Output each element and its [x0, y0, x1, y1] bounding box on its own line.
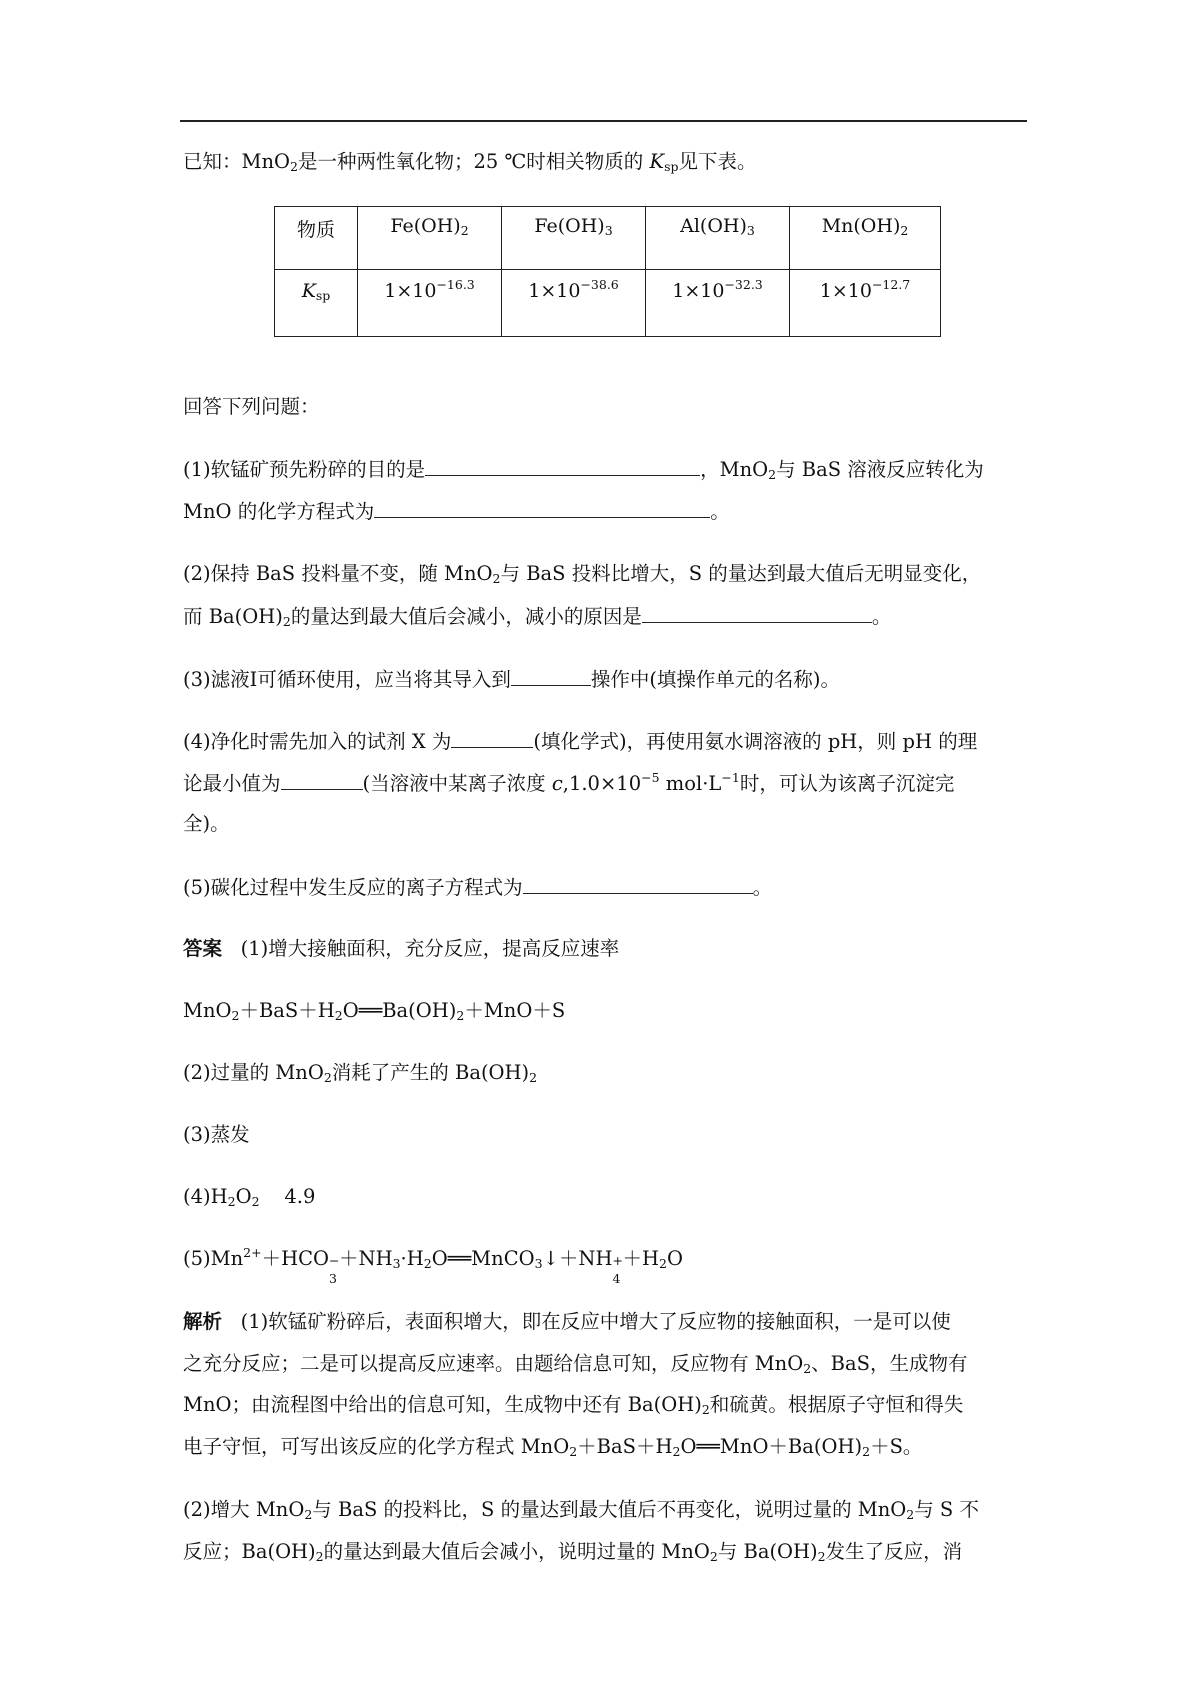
intro-line	[183, 148, 757, 176]
table-cell-compound: $Fe(OH)_3$	[502, 207, 646, 270]
answer-blank	[511, 665, 591, 686]
analysis-line-1: 解析 (1)软锰矿粉碎后，表面积增大，即在反应中增大了反应物的接触面积，一是可以使	[183, 1310, 951, 1333]
analysis-line-6: 反应；$Ba(OH)_2$的量达到最大值后会减小，说明过量的 MnO$_2$与 $Ba(OH)_2$发生了反应，消	[183, 1540, 963, 1564]
question-2-line-2: 而 $Ba(OH)_2$的量达到最大值后会减小，减小的原因是 。	[183, 602, 891, 631]
answer-prompt: 回答下列问题：	[183, 395, 320, 418]
answer-label: 答案	[183, 937, 223, 960]
intro-prefix: 已知：MnO	[183, 150, 291, 173]
table-row-ksp	[275, 270, 941, 337]
header-rule	[180, 120, 1027, 122]
intro-sub: 2	[290, 159, 298, 174]
answer-blank	[425, 455, 700, 476]
question-4-line-1: (4)净化时需先加入的试剂 X 为 (填化学式)，再使用氨水调溶液的 pH，则 pH 的理	[183, 727, 977, 756]
answer-blank	[523, 873, 753, 894]
intro-k: K	[649, 150, 665, 173]
table-cell-compound: $Mn(OH)_2$	[790, 207, 941, 270]
answer-blank	[642, 602, 872, 623]
table-cell-compound: $Al(OH)_3$	[646, 207, 790, 270]
answer-2: (2)过量的 MnO$_2$消耗了产生的 $Ba(OH)_2$	[183, 1061, 538, 1085]
answer-1-equation: $MnO_2+BaS+H_2O══Ba(OH)_2+MnO+S$	[183, 999, 566, 1023]
intro-ksub: sp	[664, 159, 679, 174]
analysis-label: 解析	[183, 1310, 223, 1333]
analysis-line-2: 之充分反应；二是可以提高反应速率。由题给信息可知，反应物有 MnO$_2$、BaS，生成物有	[183, 1352, 968, 1376]
question-4-line-3: 全)。	[183, 812, 230, 835]
question-3: (3)滤液Ⅰ可循环使用，应当将其导入到 操作中(填操作单元的名称)。	[183, 665, 840, 694]
table-cell-compound: $Fe(OH)_2$	[358, 207, 502, 270]
table-header-substance: 物质	[275, 207, 358, 270]
question-1-line-2: MnO 的化学方程式为 。	[183, 497, 730, 526]
analysis-line-3: MnO；由流程图中给出的信息可知，生成物中还有 $Ba(OH)_2$和硫黄。根据原子守恒和得失	[183, 1393, 964, 1417]
answer-blank	[374, 497, 710, 518]
answer-1: 答案 (1)增大接触面积，充分反应，提高反应速率	[183, 937, 620, 960]
analysis-line-4: 电子守恒，可写出该反应的化学方程式 $MnO_2+BaS+H_2O══MnO+Ba(OH)_2+S$。	[183, 1435, 923, 1459]
table-cell-ksp: $1\times 10^{-38.6}$	[502, 270, 646, 337]
question-1-line-1: (1)软锰矿预先粉碎的目的是 ，MnO$_2$与 BaS 溶液反应转化为	[183, 455, 984, 484]
answer-blank	[281, 769, 363, 790]
analysis-line-5: (2)增大 MnO$_2$与 BaS 的投料比，S 的量达到最大值后不再变化，说明过量的 MnO$_2$与 S 不	[183, 1498, 979, 1522]
intro-suffix: 见下表。	[678, 150, 757, 173]
answer-4: $(4)H_2O_2$ 4.9	[183, 1185, 316, 1209]
ksp-table	[274, 206, 941, 337]
question-2-line-1: (2)保持 BaS 投料量不变，随 MnO$_2$与 BaS 投料比增大，S 的量达到最大值后无明显变化，	[183, 562, 982, 586]
table-cell-ksp: $1\times 10^{-12.7}$	[790, 270, 941, 337]
table-header-ksp: $K_{sp}$	[275, 270, 358, 337]
table-row-compounds	[275, 207, 941, 270]
question-4-line-2: 论最小值为 (当溶液中某离子浓度 $c,1.0\times 10^{-5}$ $mol\cdot L^{-1}$时，可认为该离子沉淀完	[183, 770, 955, 795]
answer-5: $(5)Mn^{2+}+HCO$ − 3 $+NH_3\cdot H_2O══MnCO_3↓+NH$ + 4 $+H_2O$	[183, 1245, 683, 1286]
table-cell-ksp: $1\times 10^{-16.3}$	[358, 270, 502, 337]
intro-mid: 是一种两性氧化物；25 ℃时相关物质的	[297, 150, 650, 173]
table-cell-ksp: $1\times 10^{-32.3}$	[646, 270, 790, 337]
question-5: (5)碳化过程中发生反应的离子方程式为 。	[183, 873, 772, 902]
answer-3: (3)蒸发	[183, 1123, 250, 1146]
answer-blank	[451, 727, 533, 748]
